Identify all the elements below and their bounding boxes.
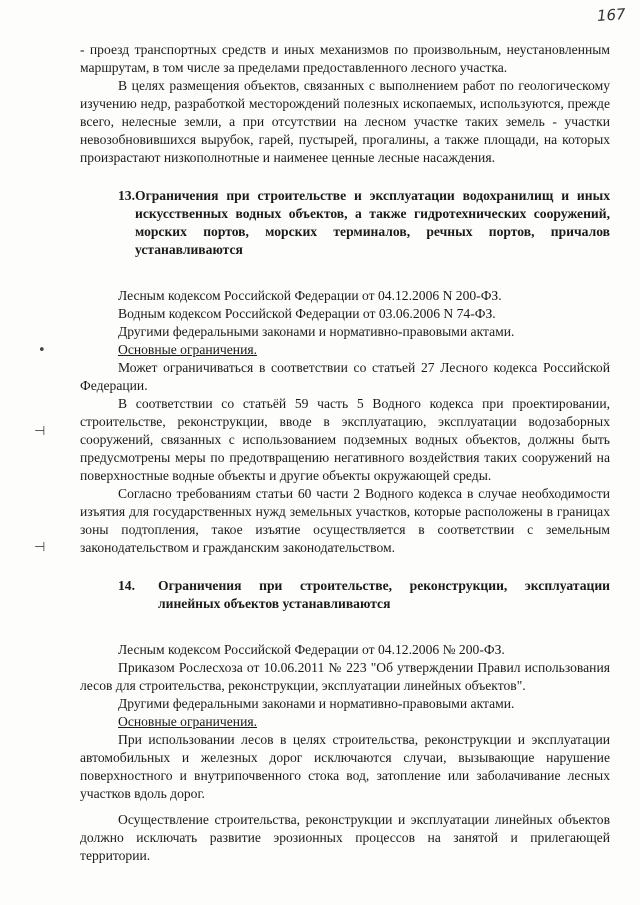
section-14-limits-label: Основные ограничения. xyxy=(118,714,258,729)
section-14-title: Ограничения при строительстве, реконструкции, эксплуатации линейных объектов устанавливаются xyxy=(158,578,610,611)
section-13-paragraph-3: Согласно требованиям статьи 60 части 2 Водного кодекса в случае необходимости изъятия для государственных нужд земельных участков, которые расположены в границах зоны подтопления, такое изъятие осуществляется в соответствии с земельным законодательством и гражданским законодательством. xyxy=(80,486,610,555)
section-13-law-1: Лесным кодексом Российской Федерации от 04.12.2006 N 200-ФЗ. xyxy=(118,288,502,303)
section-13-law-2: Водным кодексом Российской Федерации от 03.06.2006 N 74-ФЗ. xyxy=(118,306,496,321)
section-14-law-2: Приказом Рослесхоза от 10.06.2011 № 223 "Об утверждении Правил использования лесов для строительства, реконструкции, эксплуатации линейных объектов". xyxy=(80,660,610,693)
section-14-paragraph-2: Осуществление строительства, реконструкции и эксплуатации линейных объектов должно исключать развитие эрозионных процессов на занятой и прилегающей территории. xyxy=(80,812,610,863)
section-14-law-1: Лесным кодексом Российской Федерации от 04.12.2006 № 200-ФЗ. xyxy=(118,642,505,657)
document-body xyxy=(80,41,610,865)
intro-paragraph-2: В целях размещения объектов, связанных с выполнением работ по геологическому изучению недр, разработкой месторождений полезных ископаемых, используются, прежде всего, нелесные земли, а при отсутствии на лесном участке таких земель - участки невозобновившихся вырубок, гарей, пустырей, прогалины, а также площади, на которых произрастают низкополнотные и наименее ценные лесные насаждения. xyxy=(80,78,610,165)
section-13-body xyxy=(80,287,610,557)
scan-arrow-mark: ⊣ xyxy=(34,424,46,439)
section-13-limits-label: Основные ограничения. xyxy=(118,342,258,357)
section-14-heading xyxy=(80,577,610,613)
section-14-number: 14. xyxy=(118,578,135,593)
scan-arrow-mark: ⊣ xyxy=(34,540,46,555)
section-13-number: 13. xyxy=(118,188,135,203)
scan-dot-mark: • xyxy=(38,343,46,358)
section-14-paragraph-1: При использовании лесов в целях строительства, реконструкции и эксплуатации автомобильных и железных дорог исключаются случаи, вызывающие нарушение поверхностного и внутрипочвенного стока вод, затопление или заболачивание лесных участков вдоль дорог. xyxy=(80,732,610,801)
intro-paragraph-1: - проезд транспортных средств и иных механизмов по произвольным, неустановленным маршрутам, в том числе за пределами предоставленного лесного участка. xyxy=(80,42,610,75)
section-13-heading xyxy=(80,187,610,259)
section-14-law-3: Другими федеральными законами и нормативно-правовыми актами. xyxy=(118,696,515,711)
section-13-paragraph-1: Может ограничиваться в соответствии со статьей 27 Лесного кодекса Российской Федерации. xyxy=(80,360,610,393)
section-13-title: Ограничения при строительстве и эксплуатации водохранилищ и иных искусственных водных объектов, а также гидротехнических сооружений, морских портов, морских терминалов, речных портов, причалов устанавливаются xyxy=(135,188,610,257)
section-13-paragraph-2: В соответствии со статьёй 59 часть 5 Водного кодекса при проектировании, строительстве, реконструкции, вводе в эксплуатацию, эксплуатации водозаборных сооружений, связанных с использованием подземных водных объектов, должны быть предусмотрены меры по предотвращению негативного воздействия таких сооружений на поверхностные водные объекты и другие объекты окружающей среды. xyxy=(80,396,610,483)
section-14-body xyxy=(80,641,610,865)
page-number: 167 xyxy=(596,5,627,25)
section-13-law-3: Другими федеральными законами и нормативно-правовыми актами. xyxy=(118,324,515,339)
